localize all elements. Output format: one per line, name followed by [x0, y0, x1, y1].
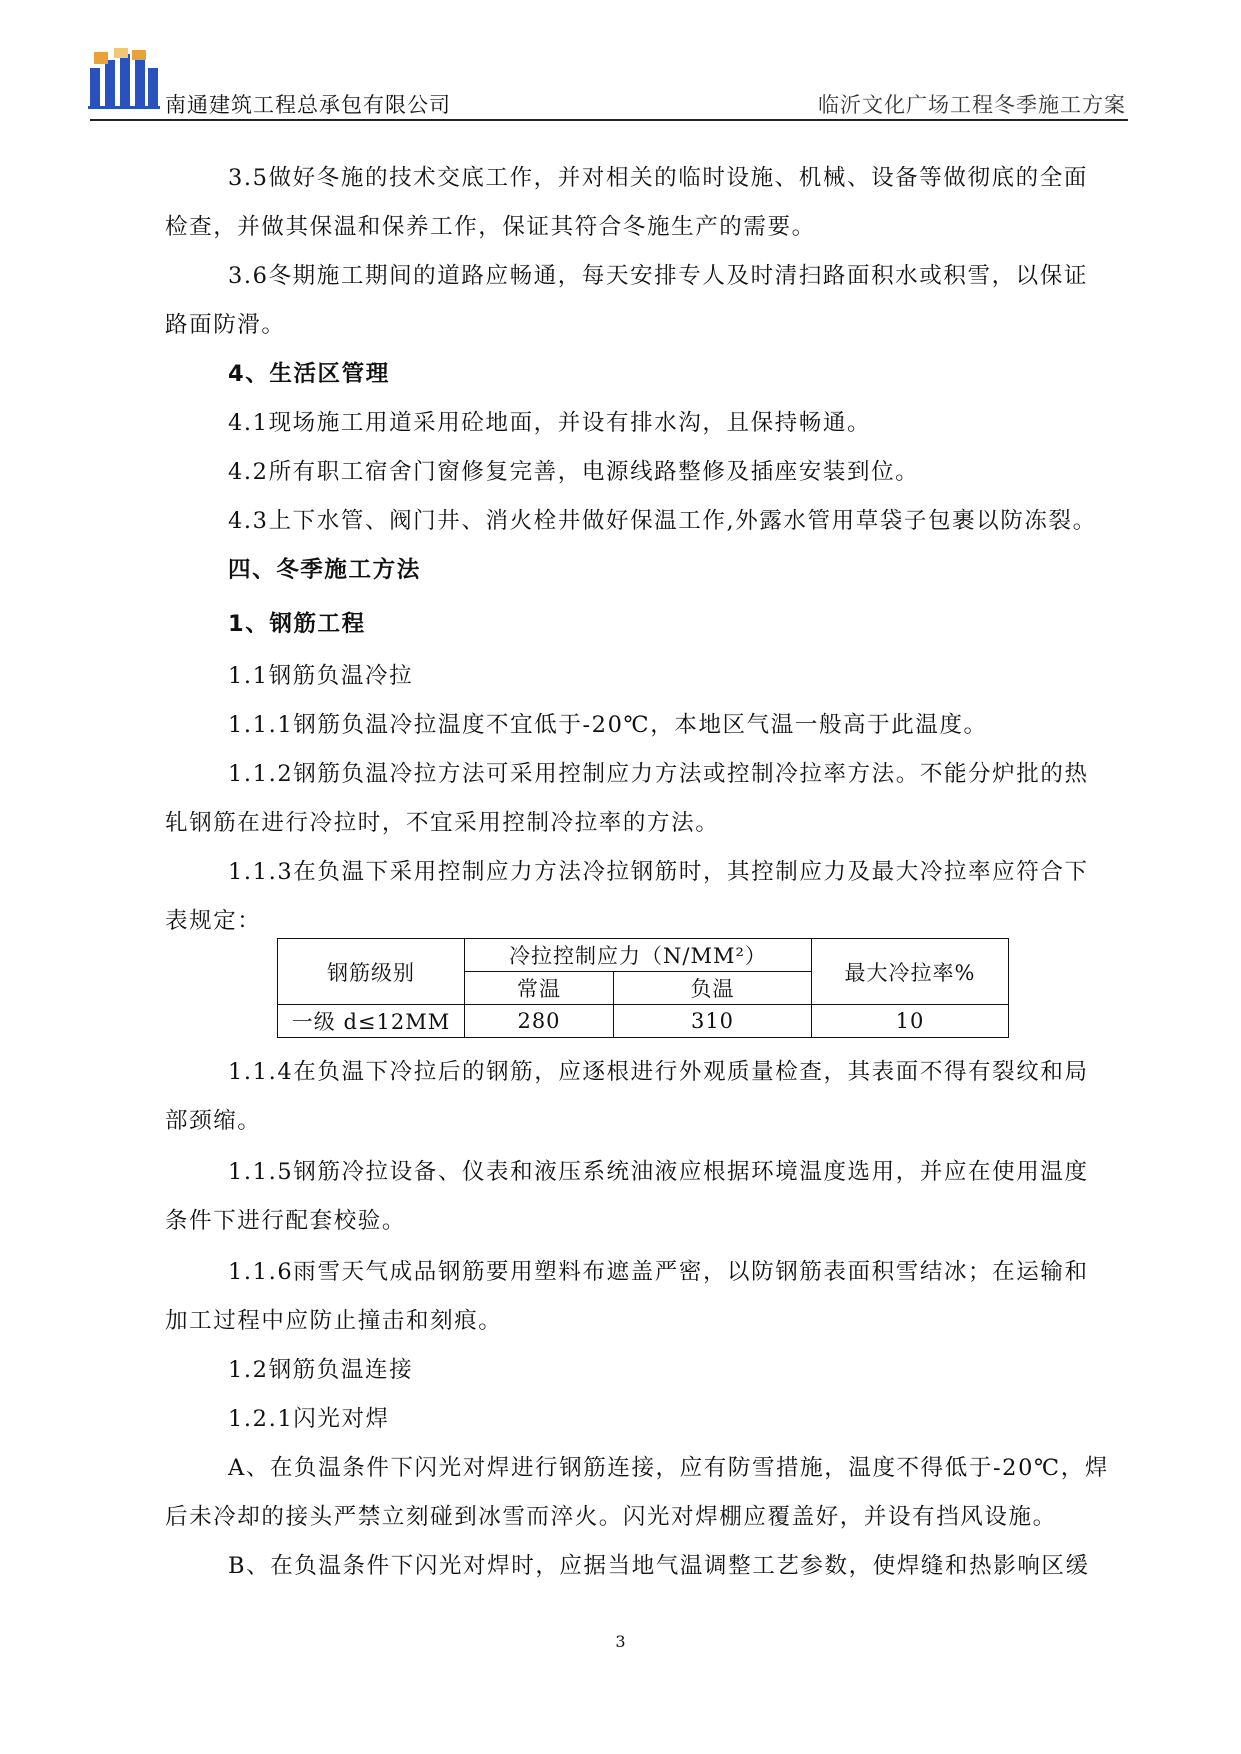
chapter-heading: 四、冬季施工方法	[228, 557, 421, 583]
table-header-stress: 冷拉控制应力（N/MM²）	[465, 939, 812, 972]
paragraph-line: 加工过程中应防止撞击和刻痕。	[165, 1308, 503, 1334]
paragraph-line: 1.1.5钢筋冷拉设备、仪表和液压系统油液应根据环境温度选用，并应在使用温度	[228, 1159, 1089, 1185]
paragraph-line: 检查，并做其保温和保养工作，保证其符合冬施生产的需要。	[165, 214, 816, 240]
paragraph-line: 4.1现场施工用道采用砼地面，并设有排水沟，且保持畅通。	[228, 410, 872, 436]
paragraph-line: 1.1.4在负温下冷拉后的钢筋，应逐根进行外观质量检查，其表面不得有裂纹和局	[228, 1059, 1089, 1085]
paragraph-line: 1.1.6雨雪天气成品钢筋要用塑料布遮盖严密，以防钢筋表面积雪结冰；在运输和	[228, 1259, 1089, 1285]
paragraph-line: 1.1.3在负温下采用控制应力方法冷拉钢筋时，其控制应力及最大冷拉率应符合下	[228, 859, 1089, 885]
section-heading: 1、钢筋工程	[228, 611, 366, 637]
paragraph-line: B、在负温条件下闪光对焊时，应据当地气温调整工艺参数，使焊缝和热影响区缓	[228, 1553, 1090, 1579]
paragraph-line: 路面防滑。	[165, 312, 286, 338]
paragraph-line: 3.5做好冬施的技术交底工作，并对相关的临时设施、机械、设备等做彻底的全面	[228, 165, 1088, 191]
paragraph-line: 1.1.1钢筋负温冷拉温度不宜低于-20℃，本地区气温一般高于此温度。	[228, 712, 988, 738]
table-cell-grade: 一级 d≤12MM	[278, 1005, 465, 1038]
paragraph-line: 1.1钢筋负温冷拉	[228, 663, 414, 689]
paragraph-line: 条件下进行配套校验。	[165, 1208, 407, 1234]
paragraph-line: 后未冷却的接头严禁立刻碰到冰雪而淬火。闪光对焊棚应覆盖好，并设有挡风设施。	[165, 1504, 1057, 1530]
table-cell-rate: 10	[812, 1005, 1009, 1038]
paragraph-line: A、在负温条件下闪光对焊进行钢筋连接，应有防雪措施，温度不得低于-20℃，焊	[228, 1455, 1109, 1481]
section-heading: 4、生活区管理	[228, 361, 390, 387]
paragraph-line: 1.2.1闪光对焊	[228, 1406, 390, 1432]
paragraph-line: 1.2钢筋负温连接	[228, 1357, 414, 1383]
header-project-title: 临沂文化广场工程冬季施工方案	[818, 93, 1126, 117]
company-logo	[88, 48, 160, 110]
paragraph-line: 4.2所有职工宿舍门窗修复完善，电源线路整修及插座安装到位。	[228, 459, 920, 485]
table-cell-normal: 280	[465, 1005, 614, 1038]
paragraph-line: 4.3上下水管、阀门井、消火栓井做好保温工作,外露水管用草袋子包裹以防冻裂。	[228, 508, 1097, 534]
table-header-rate: 最大冷拉率%	[812, 939, 1009, 1005]
paragraph-line: 轧钢筋在进行冷拉时，不宜采用控制冷拉率的方法。	[165, 810, 720, 836]
paragraph-line: 部颈缩。	[165, 1108, 262, 1134]
header-company: 南通建筑工程总承包有限公司	[165, 93, 451, 117]
page-number: 3	[615, 1632, 626, 1651]
paragraph-line: 3.6冬期施工期间的道路应畅通，每天安排专人及时清扫路面积水或积雪，以保证	[228, 263, 1088, 289]
cold-drawing-table	[277, 938, 1009, 1038]
table-subheader-negative: 负温	[614, 972, 812, 1005]
table-header-grade: 钢筋级别	[278, 939, 465, 1005]
table-subheader-normal: 常温	[465, 972, 614, 1005]
header-divider	[90, 119, 1128, 121]
table-cell-negative: 310	[614, 1005, 812, 1038]
paragraph-line: 表规定：	[165, 908, 262, 934]
paragraph-line: 1.1.2钢筋负温冷拉方法可采用控制应力方法或控制冷拉率方法。不能分炉批的热	[228, 761, 1089, 787]
